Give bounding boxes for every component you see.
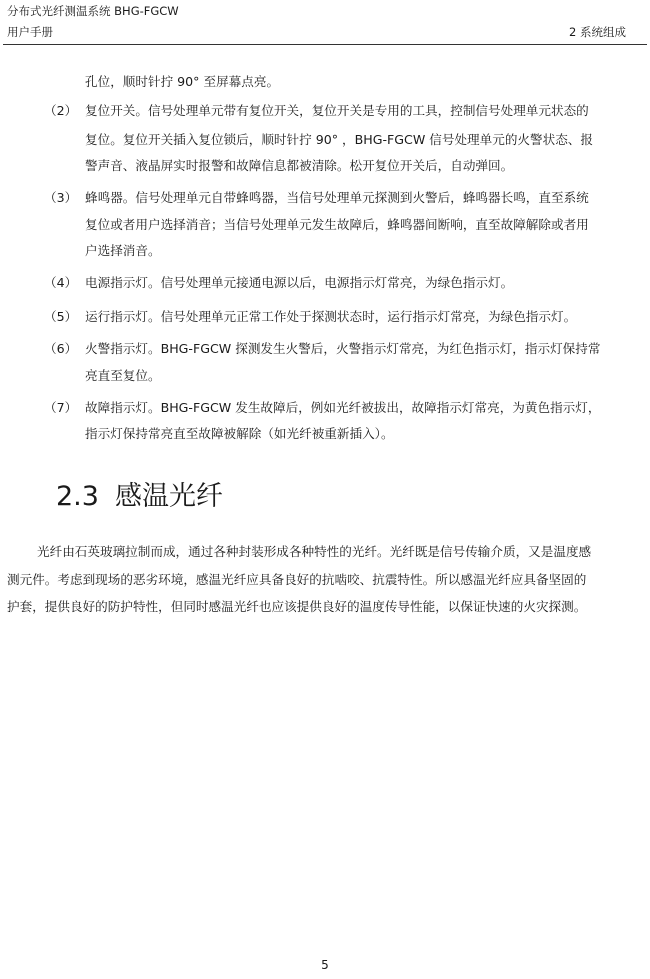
section-number: 2.3 <box>56 481 99 512</box>
list-item-number: （4） <box>44 275 78 290</box>
section-title: 感温光纤 <box>114 481 223 512</box>
paragraph-line: 光纤由石英玻璃拉制而成，通过各种封装形成各种特性的光纤。光纤既是信号传输介质，又是温度感 <box>37 544 592 559</box>
header-divider <box>3 44 647 45</box>
list-item-line: 指示灯保持常亮直至故障被解除（如光纤被重新插入）。 <box>85 426 394 441</box>
list-item-line: 复位开关。信号处理单元带有复位开关，复位开关是专用的工具，控制信号处理单元状态的 <box>85 103 589 118</box>
list-item-line: 复位或者用户选择消音；当信号处理单元发生故障后，蜂鸣器间断响，直至故障解除或者用 <box>85 217 589 232</box>
list-item-number: （3） <box>44 190 78 205</box>
list-item-line: 电源指示灯。信号处理单元接通电源以后，电源指示灯常亮，为绿色指示灯。 <box>85 275 514 290</box>
list-item-line: 警声音、液晶屏实时报警和故障信息都被清除。松开复位开关后，自动弹回。 <box>85 158 514 173</box>
page-number: 5 <box>321 958 329 972</box>
list-item-line: 火警指示灯。BHG-FGCW 探测发生火警后，火警指示灯常亮，为红色指示灯，指示灯保持常 <box>85 341 601 356</box>
list-item-number: （2） <box>44 103 78 118</box>
list-item-line: 复位。复位开关插入复位锁后，顺时针拧 90° ，BHG-FGCW 信号处理单元的火警状态、报 <box>85 132 593 147</box>
list-item-number: （7） <box>44 400 78 415</box>
document-title: 分布式光纤测温系统 BHG-FGCW <box>7 4 179 18</box>
chapter-label: 2 系统组成 <box>569 25 626 39</box>
list-item-line: 运行指示灯。信号处理单元正常工作处于探测状态时，运行指示灯常亮，为绿色指示灯。 <box>85 309 577 324</box>
document-subtitle: 用户手册 <box>7 25 53 39</box>
list-item-number: （5） <box>44 309 78 324</box>
list-item-line: 故障指示灯。BHG-FGCW 发生故障后，例如光纤被拔出，故障指示灯常亮，为黄色指示灯， <box>85 400 601 415</box>
page-header <box>0 0 650 46</box>
list-item-number: （6） <box>44 341 78 356</box>
list-item-line: 户选择消音。 <box>85 243 161 258</box>
list-item-line: 亮直至复位。 <box>85 368 161 383</box>
continuation-line: 孔位，顺时针拧 90° 至屏幕点亮。 <box>85 74 280 89</box>
paragraph-line: 护套，提供良好的防护特性，但同时感温光纤也应该提供良好的温度传导性能，以保证快速的火灾探测。 <box>7 599 587 614</box>
list-item-line: 蜂鸣器。信号处理单元自带蜂鸣器，当信号处理单元探测到火警后，蜂鸣器长鸣，直至系统 <box>85 190 589 205</box>
section-heading <box>56 480 223 514</box>
paragraph-line: 测元件。考虑到现场的恶劣环境，感温光纤应具备良好的抗啮咬、抗震特性。所以感温光纤应具备坚固的 <box>7 572 587 587</box>
